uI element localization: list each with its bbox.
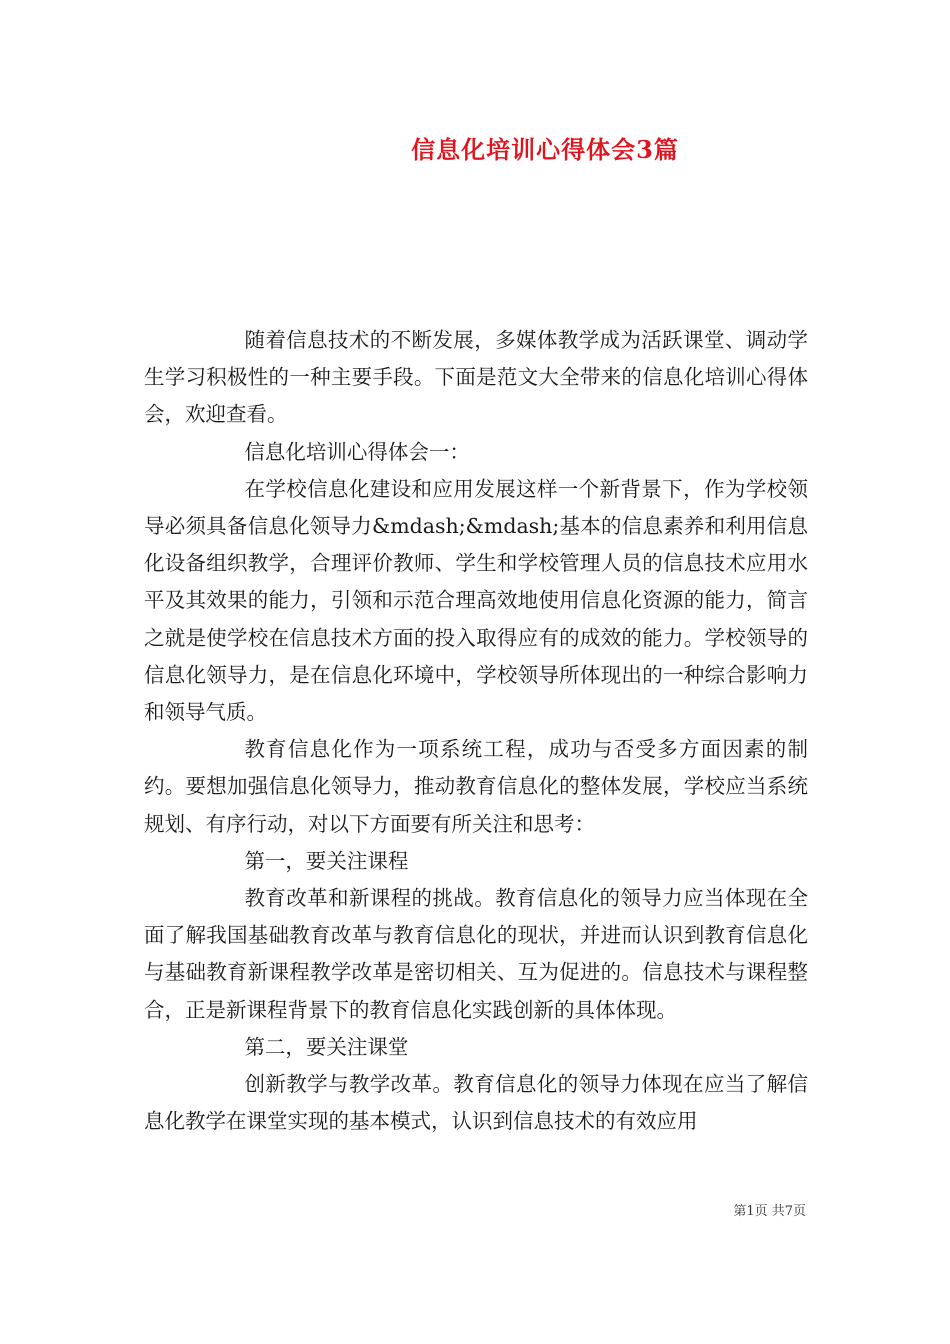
- document-title: 信息化培训心得体会3篇: [411, 135, 679, 164]
- paragraph-point-one-body: 教育改革和新课程的挑战。教育信息化的领导力应当体现在全面了解我国基础教育改革与教育信息化的现状，并进而认识到教育信息化与基础教育新课程教学改革是密切相关、互为促进的。信息技术与课程整合，正是新课程背景下的教育信息化实践创新的具体体现。: [144, 886, 808, 1022]
- paragraph-leadership: 在学校信息化建设和应用发展这样一个新背景下，作为学校领导必须具备信息化领导力&mdash;&mdash;基本的信息素养和利用信息化设备组织教学，合理评价教师、学生和学校管理人员的信息技术应用水平及其效果的能力，引领和示范合理高效地使用信息化资源的能力，简言之就是使学校在信息技术方面的投入取得应有的成效的能力。学校领导的信息化领导力，是在信息化环境中，学校领导所体现出的一种综合影响力和领导气质。: [144, 476, 808, 725]
- paragraph-system-engineering: 教育信息化作为一项系统工程，成功与否受多方面因素的制约。要想加强信息化领导力，推动教育信息化的整体发展，学校应当系统规划、有序行动，对以下方面要有所关注和思考：: [144, 737, 808, 836]
- paragraph-point-two-body: 创新教学与教学改革。教育信息化的领导力体现在应当了解信息化教学在课堂实现的基本模式，认识到信息技术的有效应用: [144, 1072, 808, 1134]
- paragraph-point-one-heading: 第一，要关注课程: [244, 848, 409, 873]
- document-body: [144, 322, 808, 1140]
- paragraph-point-two-heading: 第二，要关注课堂: [244, 1034, 409, 1059]
- paragraph-section-heading: 信息化培训心得体会一：: [244, 439, 470, 464]
- page-indicator: 第1页 共7页: [733, 1204, 806, 1219]
- paragraph-intro: 随着信息技术的不断发展，多媒体教学成为活跃课堂、调动学生学习积极性的一种主要手段。下面是范文大全带来的信息化培训心得体会，欢迎查看。: [144, 328, 808, 427]
